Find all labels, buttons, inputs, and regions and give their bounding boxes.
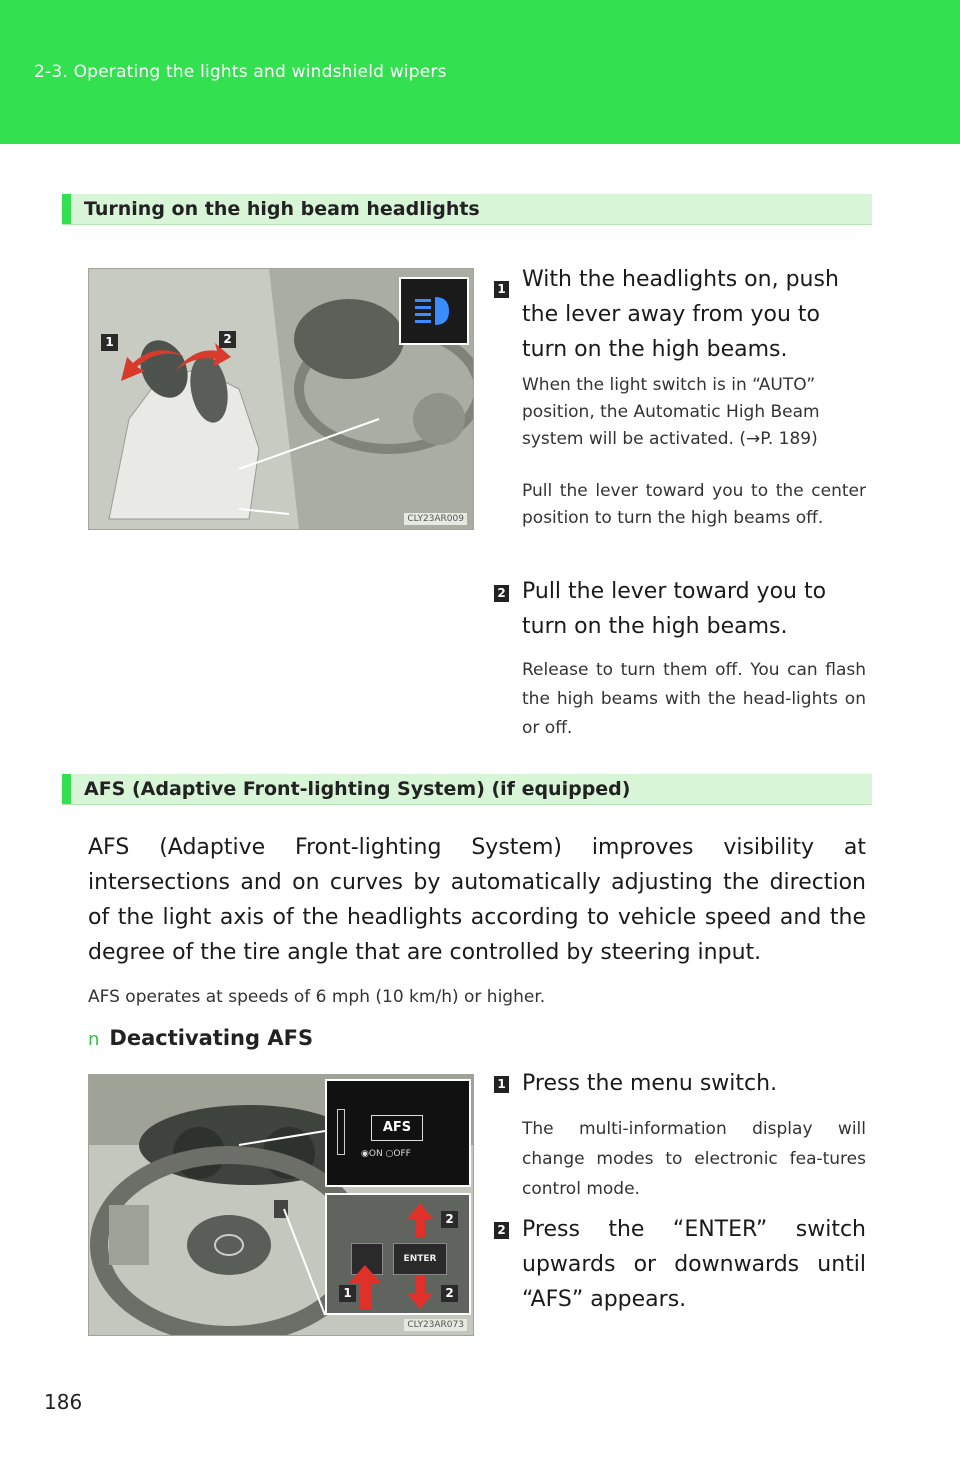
figure-marker-1: 1 [339, 1285, 356, 1302]
section-heading-high-beam [62, 194, 872, 225]
high-beam-lever-figure [88, 268, 474, 530]
afs-figure [88, 1074, 474, 1336]
section-title: AFS (Adaptive Front-lighting System) (if equipped) [84, 778, 631, 800]
figure-marker-1: 1 [101, 334, 118, 351]
subheading-text: Deactivating AFS [109, 1026, 314, 1050]
subheading [88, 1026, 313, 1050]
step-note: Release to turn them off. You can flash the high beams with the head-lights on or off. [522, 660, 866, 738]
bullet-icon: n [88, 1029, 100, 1050]
step-text: Press the menu switch. [522, 1071, 778, 1096]
figure-marker-2: 2 [441, 1285, 458, 1302]
multi-info-display [325, 1079, 471, 1187]
figure-marker-2: 2 [441, 1211, 458, 1228]
step-note: Pull the lever toward you to the center position to turn the high beams off. [522, 481, 866, 528]
step-note: When the light switch is in “AUTO” position, the Automatic High Beam system will be activated. (→P. 189) [522, 375, 820, 449]
step-text: Press the “ENTER” switch upwards or downwards until “AFS” appears. [522, 1217, 866, 1312]
header-band [0, 0, 960, 144]
page-number: 186 [44, 1390, 83, 1414]
section-title: Turning on the high beam headlights [84, 198, 480, 220]
down-arrow-icon [407, 1275, 433, 1309]
step-text: Pull the lever toward you to turn on the high beams. [522, 579, 827, 639]
step-marker-2: 2 [494, 1222, 509, 1239]
display-options: ◉ON ○OFF [361, 1149, 411, 1159]
figure-code: CLY23AR009 [404, 513, 467, 525]
enter-switch: ENTER [393, 1243, 447, 1275]
step-text: With the headlights on, push the lever away from you to turn on the high beams. [522, 267, 839, 362]
figure-marker-2: 2 [219, 331, 236, 348]
breadcrumb: 2-3. Operating the lights and windshield wipers [34, 62, 447, 82]
body-note: AFS operates at speeds of 6 mph (10 km/h) or higher. [88, 987, 546, 1007]
heading-accent-bar [62, 194, 71, 224]
display-on-label: ON [368, 1149, 383, 1159]
heading-accent-bar [62, 774, 71, 804]
high-beam-icon [401, 279, 467, 343]
body-paragraph: AFS (Adaptive Front-lighting System) improves visibility at intersections and on curves by automatically adjusting the direction of the light axis of the headlights according to vehicle speed and the degree of the tire angle that are controlled by steering input. [88, 835, 866, 965]
figure-code: CLY23AR073 [404, 1319, 467, 1331]
step-marker-2: 2 [494, 585, 509, 602]
step-note: The multi-information display will change modes to electronic fea-tures control mode. [522, 1119, 866, 1199]
step-marker-1: 1 [494, 1076, 509, 1093]
display-afs-title: AFS [371, 1115, 423, 1141]
display-off-label: OFF [393, 1149, 411, 1159]
section-heading-afs [62, 774, 872, 805]
step-marker-1: 1 [494, 281, 509, 298]
high-beam-indicator [399, 277, 469, 345]
display-scroll-bar [337, 1109, 345, 1155]
up-arrow-icon [407, 1203, 433, 1237]
